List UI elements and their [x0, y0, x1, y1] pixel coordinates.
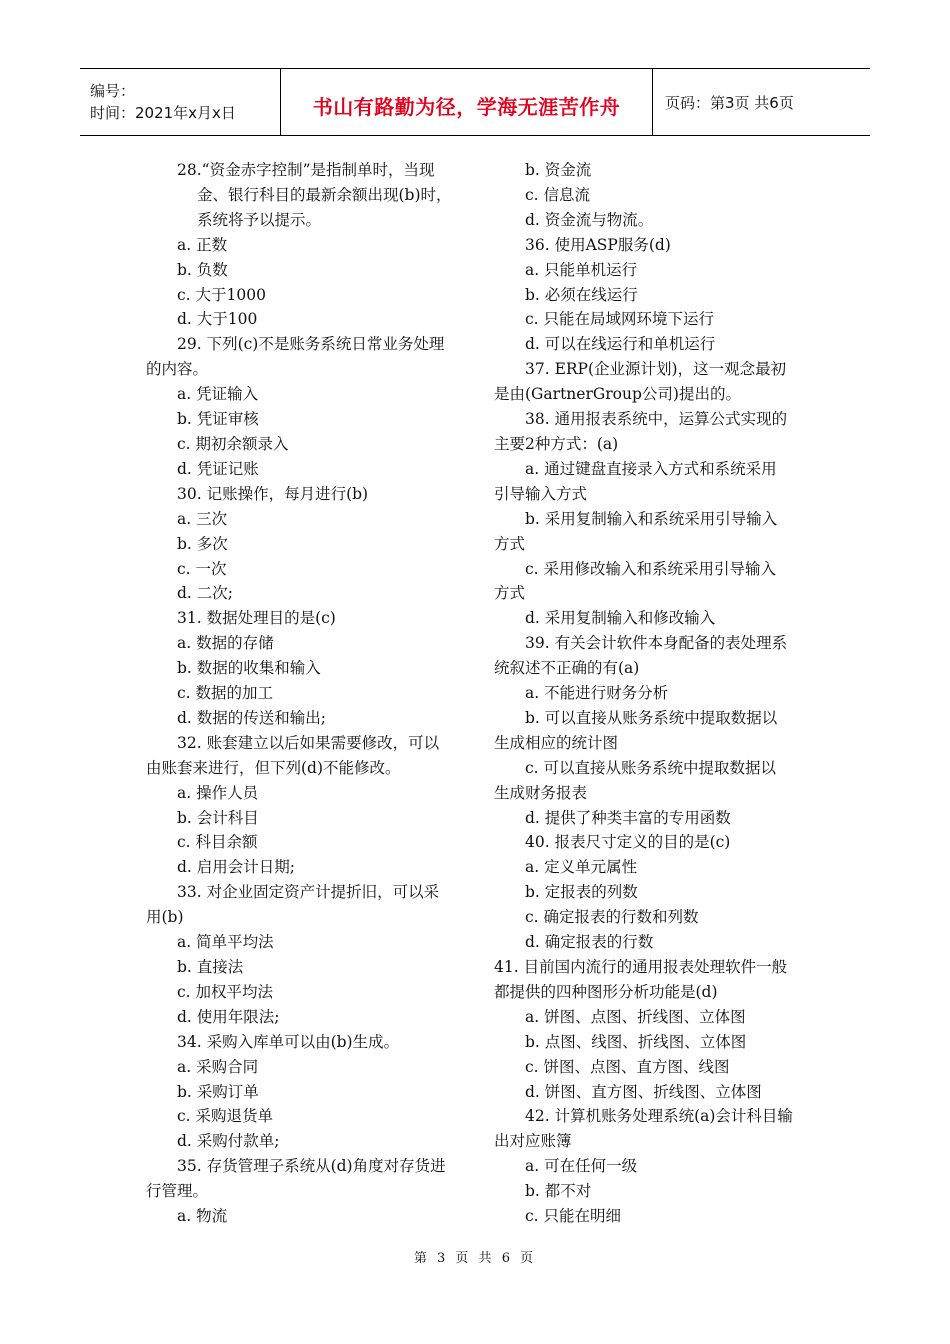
option-34c: c. 采购退货单 — [177, 1107, 274, 1126]
page-footer: 第 3 页 共 6 页 — [413, 1251, 537, 1266]
question-35-cont: 行管理。 — [146, 1182, 209, 1201]
header-page-number: 页码：第3页 共6页 — [665, 93, 794, 112]
option-31a: a. 数据的存储 — [177, 634, 274, 653]
question-31: 31. 数据处理目的是(c) — [177, 609, 336, 628]
question-37: 37. ERP(企业源计划)，这一观念最初 — [525, 360, 787, 379]
option-39c-cont: 生成财务报表 — [494, 783, 588, 802]
option-33c: c. 加权平均法 — [177, 982, 274, 1001]
question-33: 33. 对企业固定资产计提折旧，可以采 — [177, 883, 440, 902]
question-40: 40. 报表尺寸定义的目的是(c) — [525, 833, 731, 852]
page-header — [80, 68, 870, 136]
option-28a: a. 正数 — [177, 235, 228, 254]
option-30d: d. 二次; — [177, 584, 233, 603]
right-column — [494, 158, 806, 1229]
question-39-cont: 统叙述不正确的有(a) — [494, 659, 640, 678]
question-34: 34. 采购入库单可以由(b)生成。 — [177, 1032, 400, 1051]
question-32: 32. 账套建立以后如果需要修改，可以 — [177, 733, 440, 752]
question-38-cont: 主要2种方式：(a) — [494, 434, 619, 453]
option-38b: b. 采用复制输入和系统采用引导输入 — [525, 509, 778, 528]
option-29d: d. 凭证记账 — [177, 459, 259, 478]
option-34a: a. 采购合同 — [177, 1057, 259, 1076]
option-36a: a. 只能单机运行 — [525, 260, 638, 279]
question-41: 41. 目前国内流行的通用报表处理软件一般 — [494, 958, 788, 976]
option-33a: a. 简单平均法 — [177, 933, 274, 952]
question-36: 36. 使用ASP服务(d) — [525, 235, 671, 254]
option-41c: c. 饼图、点图、直方图、线图 — [525, 1057, 730, 1076]
option-41b: b. 点图、线图、折线图、立体图 — [525, 1032, 747, 1051]
question-33-cont: 用(b) — [146, 908, 184, 927]
option-31d: d. 数据的传送和输出; — [177, 708, 326, 727]
option-38c: c. 采用修改输入和系统采用引导输入 — [525, 559, 777, 578]
option-36c: c. 只能在局域网环境下运行 — [525, 310, 715, 329]
option-39d: d. 提供了种类丰富的专用函数 — [525, 808, 731, 827]
option-28b: b. 负数 — [177, 260, 228, 279]
question-28: 28.“资金赤字控制”是指制单时，当现金、银行科目的最新余额出现(b)时，系统将予以提示。 — [177, 161, 452, 229]
header-page-cell — [653, 69, 870, 135]
option-28c: c. 大于1000 — [177, 285, 266, 304]
option-35b: b. 资金流 — [525, 161, 592, 179]
option-42a: a. 可在任何一级 — [525, 1157, 638, 1176]
option-38a-cont: 引导输入方式 — [494, 484, 588, 503]
option-38b-cont: 方式 — [494, 534, 526, 553]
left-column — [146, 158, 460, 1229]
header-motto: 书山有路勤为径，学海无涯苦作舟 — [312, 94, 621, 119]
option-33d: d. 使用年限法; — [177, 1007, 280, 1026]
option-30b: b. 多次 — [177, 534, 228, 553]
question-30: 30. 记账操作，每月进行(b) — [177, 484, 369, 503]
option-40d: d. 确定报表的行数 — [525, 933, 654, 952]
question-29-cont: 的内容。 — [146, 360, 209, 379]
option-29a: a. 凭证输入 — [177, 385, 259, 404]
option-29b: b. 凭证审核 — [177, 410, 259, 429]
option-32a: a. 操作人员 — [177, 783, 259, 802]
option-28d: d. 大于100 — [177, 310, 258, 329]
option-30c: c. 一次 — [177, 559, 227, 578]
option-34d: d. 采购付款单; — [177, 1132, 280, 1151]
option-33b: b. 直接法 — [177, 958, 244, 976]
header-motto-cell — [280, 69, 653, 135]
option-35d: d. 资金流与物流。 — [525, 210, 654, 229]
option-39a: a. 不能进行财务分析 — [525, 684, 669, 703]
option-41a: a. 饼图、点图、折线图、立体图 — [525, 1007, 746, 1026]
option-32b: b. 会计科目 — [177, 808, 259, 827]
option-32c: c. 科目余额 — [177, 833, 258, 852]
option-36d: d. 可以在线运行和单机运行 — [525, 335, 716, 354]
option-42c: c. 只能在明细 — [525, 1207, 622, 1226]
option-40c: c. 确定报表的行数和列数 — [525, 908, 699, 927]
header-meta — [80, 69, 280, 135]
option-38d: d. 采用复制输入和修改输入 — [525, 609, 716, 628]
question-38: 38. 通用报表系统中，运算公式实现的 — [525, 410, 788, 429]
question-42-cont: 出对应账簿 — [494, 1132, 572, 1151]
option-39b-cont: 生成相应的统计图 — [494, 733, 619, 752]
question-37-cont: 是由(GartnerGroup公司)提出的。 — [494, 385, 741, 404]
question-35: 35. 存货管理子系统从(d)角度对存货进 — [177, 1157, 446, 1176]
option-36b: b. 必须在线运行 — [525, 285, 638, 304]
option-35c: c. 信息流 — [525, 185, 591, 204]
option-35a: a. 物流 — [177, 1207, 228, 1226]
question-29: 29. 下列(c)不是账务系统日常业务处理 — [177, 335, 445, 354]
option-42b: b. 都不对 — [525, 1182, 592, 1201]
question-39: 39. 有关会计软件本身配备的表处理系 — [525, 634, 788, 653]
question-32-cont: 由账套来进行，但下列(d)不能修改。 — [146, 758, 401, 777]
question-41-cont: 都提供的四种图形分析功能是(d) — [494, 982, 718, 1001]
option-31b: b. 数据的收集和输入 — [177, 659, 321, 678]
option-41d: d. 饼图、直方图、折线图、立体图 — [525, 1082, 762, 1101]
option-38c-cont: 方式 — [494, 584, 526, 603]
option-32d: d. 启用会计日期; — [177, 858, 295, 877]
option-38a: a. 通过键盘直接录入方式和系统采用 — [525, 459, 777, 478]
option-30a: a. 三次 — [177, 509, 228, 528]
option-40b: b. 定报表的列数 — [525, 883, 638, 902]
option-31c: c. 数据的加工 — [177, 684, 274, 703]
document-number-label: 编号： — [90, 82, 136, 100]
option-39b: b. 可以直接从账务系统中提取数据以 — [525, 708, 778, 727]
option-29c: c. 期初余额录入 — [177, 434, 289, 453]
option-39c: c. 可以直接从账务系统中提取数据以 — [525, 758, 777, 777]
document-date-label: 时间：2021年x月x日 — [90, 104, 236, 122]
option-34b: b. 采购订单 — [177, 1082, 259, 1101]
question-42: 42. 计算机账务处理系统(a)会计科目输 — [525, 1107, 793, 1126]
option-40a: a. 定义单元属性 — [525, 858, 638, 877]
